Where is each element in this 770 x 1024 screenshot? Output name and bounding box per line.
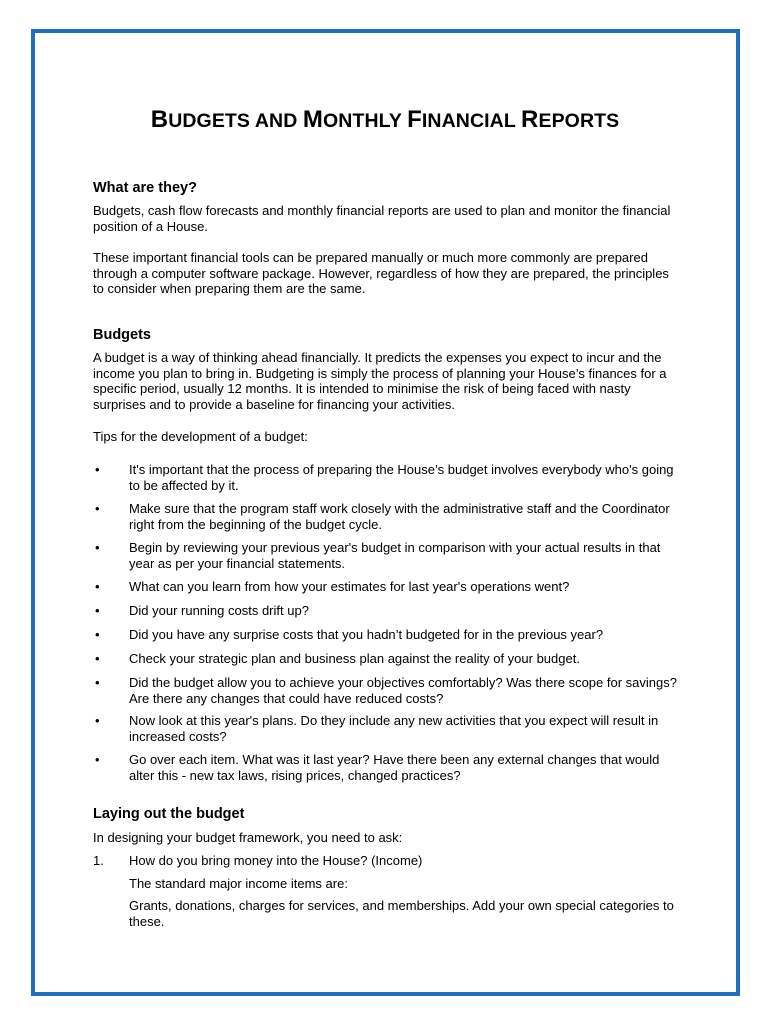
tip-item: Did you have any surprise costs that you hadn’t budgeted for in the previous year? bbox=[129, 627, 604, 642]
bullet-symbol: • bbox=[95, 675, 100, 690]
list-item-income: How do you bring money into the House? (Income) bbox=[129, 853, 423, 868]
tip-item: Did the budget allow you to achieve your objectives comfortably? Was there scope for savings? Are there any changes that could have reduced costs? bbox=[129, 675, 677, 706]
bullet-symbol: • bbox=[95, 603, 100, 618]
heading-what-are-they: What are they? bbox=[93, 180, 197, 196]
tip-item: What can you learn from how your estimates for last year's operations went? bbox=[129, 579, 570, 594]
layout-intro: In designing your budget framework, you need to ask: bbox=[93, 830, 403, 845]
bullet-symbol: • bbox=[95, 501, 100, 516]
tip-item: Now look at this year's plans. Do they include any new activities that you expect will result in increased costs? bbox=[129, 713, 659, 744]
heading-laying-out: Laying out the budget bbox=[93, 806, 245, 822]
bullet-symbol: • bbox=[95, 627, 100, 642]
income-items-intro: The standard major income items are: bbox=[129, 876, 348, 891]
tip-item: It's important that the process of preparing the House’s budget involves everybody who's going to be affected by it. bbox=[129, 462, 674, 493]
bullet-symbol: • bbox=[95, 713, 100, 728]
what-paragraph-2: These important financial tools can be prepared manually or much more commonly are prepared through a computer software package. However, regardless of how they are prepared, the principles to consider when preparing them are the same. bbox=[93, 250, 669, 296]
bullet-symbol: • bbox=[95, 651, 100, 666]
budgets-paragraph: A budget is a way of thinking ahead financially. It predicts the expenses you expect to incur and the income you plan to bring in. Budgeting is simply the process of planning your House’s finances for a specific period, usually 12 months. It is intended to minimise the risk of being faced with nasty surprises and to provide a baseline for financing your activities. bbox=[93, 350, 667, 412]
bullet-symbol: • bbox=[95, 462, 100, 477]
tip-item: Check your strategic plan and business plan against the reality of your budget. bbox=[129, 651, 580, 666]
tips-intro: Tips for the development of a budget: bbox=[93, 429, 308, 444]
list-number: 1. bbox=[93, 853, 104, 868]
income-items-list: Grants, donations, charges for services, and memberships. Add your own special categories to these. bbox=[129, 898, 674, 929]
page-title: BUDGETS AND MONTHLY FINANCIAL REPORTS bbox=[150, 106, 620, 133]
tip-item: Make sure that the program staff work closely with the administrative staff and the Coordinator right from the beginning of the budget cycle. bbox=[129, 501, 670, 532]
heading-budgets: Budgets bbox=[93, 327, 151, 343]
tip-item: Did your running costs drift up? bbox=[129, 603, 309, 618]
what-paragraph-1: Budgets, cash flow forecasts and monthly financial reports are used to plan and monitor the financial position of a House. bbox=[93, 203, 671, 234]
bullet-symbol: • bbox=[95, 579, 100, 594]
bullet-symbol: • bbox=[95, 752, 100, 767]
bullet-symbol: • bbox=[95, 540, 100, 555]
tip-item: Begin by reviewing your previous year's budget in comparison with your actual results in that year as per your financial statements. bbox=[129, 540, 661, 571]
tip-item: Go over each item. What was it last year? Have there been any external changes that would alter this - new tax laws, rising prices, changed practices? bbox=[129, 752, 660, 783]
